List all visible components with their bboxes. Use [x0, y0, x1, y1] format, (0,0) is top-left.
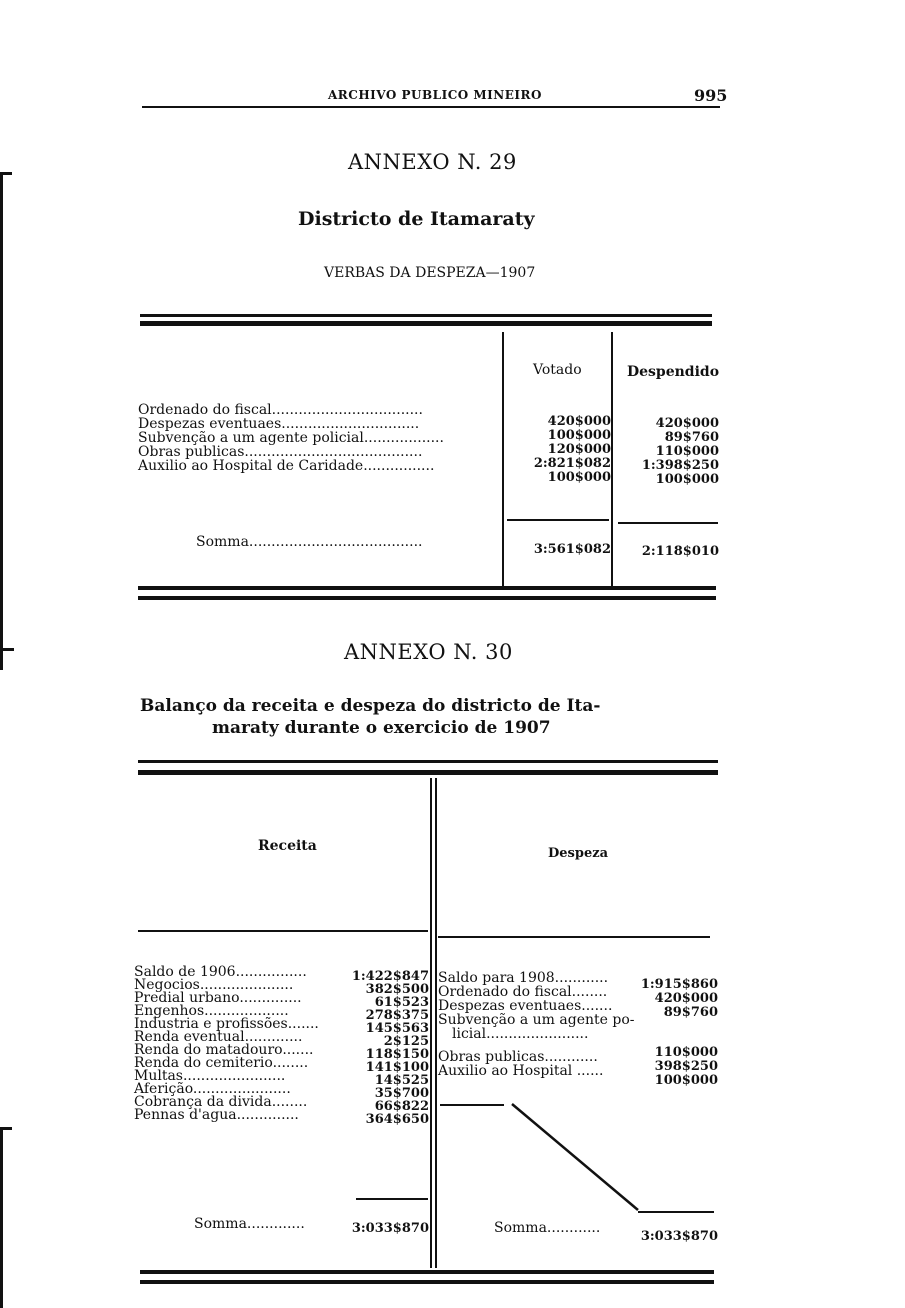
table-top-rule: [138, 760, 718, 763]
receita-label: Cobrança da divida........: [134, 1094, 308, 1110]
table-row-label: Ordenado do fiscal..................................: [138, 402, 423, 418]
page-edge-mark: [0, 172, 12, 175]
annex-29-heading: ANNEXO N. 29: [348, 150, 517, 174]
receita-value: 61$523: [374, 995, 429, 1010]
despeza-label: Saldo para 1908............: [438, 970, 609, 986]
receita-total-value: 3:033$870: [351, 1221, 429, 1236]
column-divider: [430, 778, 432, 1268]
table-bottom-rule: [138, 586, 716, 590]
table-row-label: Despezas eventuaes...............................: [138, 416, 420, 432]
despeza-value: 420$000: [654, 991, 718, 1006]
receita-label: Renda eventual.............: [134, 1029, 303, 1045]
receita-value: 14$525: [374, 1073, 429, 1088]
header-separator: [438, 936, 710, 938]
table-top-rule: [140, 314, 712, 317]
column-header-despeza: Despeza: [548, 846, 609, 861]
despeza-value: 89$760: [663, 1005, 718, 1020]
votado-value: 2:821$082: [533, 456, 611, 471]
despeza-label: Subvenção a um agente po-: [438, 1012, 635, 1028]
annex-29-title: Districto de Itamaraty: [298, 208, 535, 230]
despendido-value: 110$000: [655, 444, 719, 459]
despeza-value: 398$250: [654, 1059, 718, 1074]
despeza-label: Despezas eventuaes.......: [438, 998, 613, 1014]
despeza-value: 1:915$860: [640, 977, 718, 992]
filler-rule: [440, 1104, 504, 1106]
column-divider: [435, 778, 437, 1268]
receita-value: 66$822: [374, 1099, 429, 1114]
header-separator: [138, 930, 428, 932]
column-divider: [611, 332, 613, 588]
annex-30-title-line1: Balanço da receita e despeza do districto de Ita-: [140, 696, 601, 716]
column-header-votado: Votado: [533, 362, 582, 378]
despeza-label: licial.......................: [452, 1026, 589, 1042]
page-number: 995: [694, 86, 728, 105]
votado-value: 100$000: [547, 428, 611, 443]
page-edge-mark: [0, 1130, 3, 1308]
despeza-value: 100$000: [654, 1073, 718, 1088]
receita-label: Renda do matadouro.......: [134, 1042, 314, 1058]
receita-label: Aferição......................: [134, 1081, 291, 1097]
table-row-label: Obras publicas........................................: [138, 444, 423, 460]
table-bottom-rule: [140, 1270, 714, 1274]
despendido-value: 89$760: [664, 430, 719, 445]
receita-value: 364$650: [365, 1112, 429, 1127]
despeza-label: Ordenado do fiscal........: [438, 984, 608, 1000]
annex-30-title-line2: maraty durante o exercicio de 1907: [212, 718, 551, 738]
table-row-label: Subvenção a um agente policial..................: [138, 430, 444, 446]
receita-value: 35$700: [374, 1086, 429, 1101]
column-header-receita: Receita: [258, 838, 317, 854]
column-header-despendido: Despendido: [627, 364, 720, 380]
despeza-value: 110$000: [654, 1045, 718, 1060]
receita-value: 141$100: [365, 1060, 429, 1075]
votado-value: 420$000: [547, 414, 611, 429]
despeza-total-value: 3:033$870: [640, 1229, 718, 1244]
receita-label: Renda do cemiterio........: [134, 1055, 309, 1071]
despendido-value: 100$000: [655, 472, 719, 487]
receita-value: 2$125: [383, 1034, 429, 1049]
receita-label: Saldo de 1906................: [134, 964, 307, 980]
receita-label: Negocios.....................: [134, 977, 294, 993]
despendido-value: 420$000: [655, 416, 719, 431]
receita-label: Engenhos...................: [134, 1003, 289, 1019]
table-bottom-rule: [140, 1280, 714, 1284]
page-edge-mark: [0, 648, 14, 651]
filler-diagonal: [508, 1100, 718, 1220]
annex-30-heading: ANNEXO N. 30: [344, 640, 513, 664]
total-label: Somma.......................................: [196, 534, 423, 550]
receita-value: 1:422$847: [351, 969, 429, 984]
total-votado: 3:561$082: [533, 542, 611, 557]
subtotal-rule: [356, 1198, 428, 1200]
receita-label: Industria e profissões.......: [134, 1016, 319, 1032]
table-top-rule: [138, 770, 718, 775]
despeza-label: Obras publicas............: [438, 1049, 598, 1065]
despeza-label: Auxilio ao Hospital ......: [438, 1063, 604, 1079]
column-divider: [502, 332, 504, 588]
receita-value: 145$563: [365, 1021, 429, 1036]
receita-label: Predial urbano..............: [134, 990, 302, 1006]
receita-label: Pennas d'agua..............: [134, 1107, 299, 1123]
table-top-rule: [140, 321, 712, 326]
receita-label: Multas.......................: [134, 1068, 286, 1084]
subtotal-rule: [507, 519, 609, 521]
annex-29-subtitle: VERBAS DA DESPEZA—1907: [324, 265, 536, 281]
receita-value: 382$500: [365, 982, 429, 997]
total-despendido: 2:118$010: [641, 544, 719, 559]
receita-total-label: Somma.............: [194, 1216, 305, 1232]
votado-value: 120$000: [547, 442, 611, 457]
header-rule: [142, 106, 720, 108]
running-header-title: ARCHIVO PUBLICO MINEIRO: [328, 88, 542, 102]
table-row-label: Auxilio ao Hospital de Caridade................: [138, 458, 435, 474]
page-edge-mark: [0, 172, 3, 670]
table-bottom-rule: [138, 596, 716, 600]
receita-value: 278$375: [365, 1008, 429, 1023]
despendido-value: 1:398$250: [641, 458, 719, 473]
receita-value: 118$150: [365, 1047, 429, 1062]
despeza-total-label: Somma............: [494, 1220, 601, 1236]
votado-value: 100$000: [547, 470, 611, 485]
subtotal-rule: [618, 522, 718, 524]
